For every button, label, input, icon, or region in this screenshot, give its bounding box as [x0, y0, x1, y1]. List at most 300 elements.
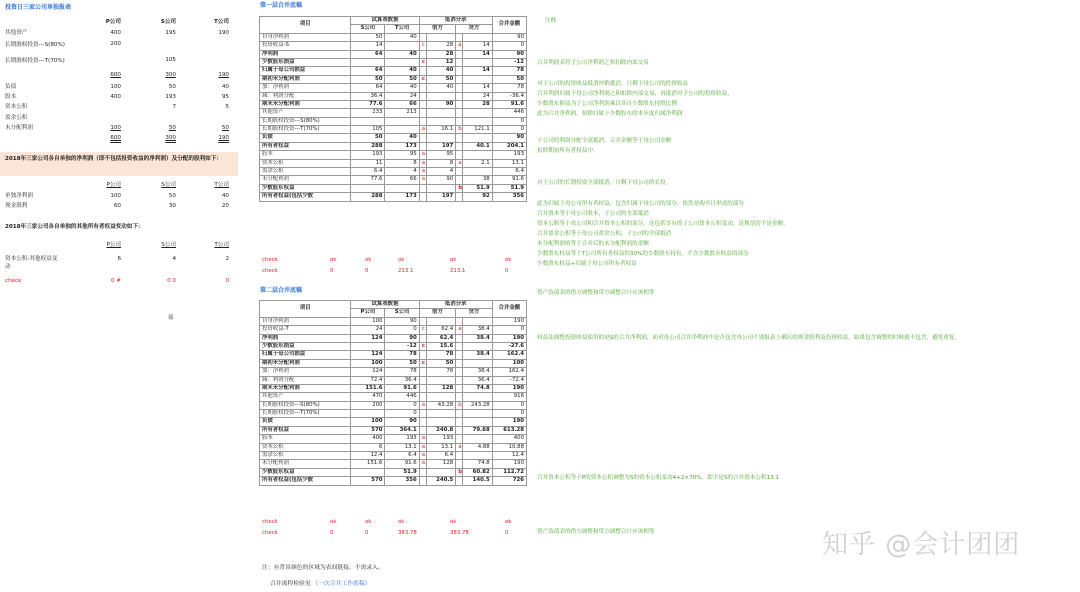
- total-value: 356: [492, 193, 526, 201]
- row-label: 净利润: [260, 50, 351, 58]
- note-text: 少数股东权益等于T公司所有者权益的30%的少数股东持有，不含少数股东权益的部分: [537, 251, 749, 257]
- footer-link-prefix: 合并流程检验见: [270, 581, 311, 587]
- cell-value: 64: [351, 84, 385, 92]
- stray-char: 瑶: [168, 315, 174, 321]
- row-label: 投资收益-T: [260, 326, 351, 334]
- cr-mark: b: [456, 401, 463, 409]
- s2-v: 20: [221, 203, 229, 209]
- dr-mark: [419, 334, 426, 342]
- row-label: 归属于母公司损益: [260, 351, 351, 359]
- cell-value: 446: [385, 393, 419, 401]
- row-label: 加：净利润: [260, 368, 351, 376]
- total-value: 6.4: [492, 168, 526, 176]
- cr-value: 38.4: [463, 334, 493, 342]
- check-label: check: [262, 268, 278, 274]
- total-value: 0: [492, 401, 526, 409]
- cr-mark: a: [456, 326, 463, 334]
- dr-mark: [419, 84, 426, 92]
- cr-mark: [456, 67, 463, 75]
- cell-value: 100: [351, 317, 385, 325]
- dr-mark: a: [419, 168, 426, 176]
- cr-mark: b: [456, 184, 463, 192]
- row-label: 其他资产: [260, 109, 351, 117]
- cell-value: [351, 117, 385, 125]
- row-label: 自身净利润: [260, 33, 351, 41]
- row-label: 资本公积: [260, 443, 351, 451]
- table-row: [260, 117, 527, 125]
- table-row: [260, 468, 527, 476]
- check-value: ok: [330, 257, 337, 263]
- cr-mark: [456, 168, 463, 176]
- cell-value: 66: [385, 100, 419, 108]
- note-text: 合并资本公积等于P的资本公积调整为S的资本公积变动4+2×70%，即不是S的合并资本公积13.1: [537, 475, 780, 481]
- check-value: 0: [365, 268, 369, 274]
- left-row-value: 50: [168, 84, 176, 90]
- cr-value: [463, 418, 493, 426]
- table-row: [260, 159, 527, 167]
- check-label: check: [262, 519, 278, 525]
- cr-value: 24: [463, 92, 493, 100]
- total-value: 190: [492, 460, 526, 468]
- check-value: 0: [330, 268, 334, 274]
- check-v: 0 #: [110, 278, 121, 284]
- cell-value: 77.6: [351, 100, 385, 108]
- s3-col-s: S公司: [161, 242, 176, 248]
- cr-value: 40.1: [463, 142, 493, 150]
- cell-value: 90: [385, 317, 419, 325]
- table-row: [260, 368, 527, 376]
- row-label: 加：净利润: [260, 84, 351, 92]
- cr-value: [463, 109, 493, 117]
- dr-mark: [419, 142, 426, 150]
- dr-value: 28: [426, 50, 456, 58]
- table-row: [260, 435, 527, 443]
- cr-value: 74.8: [463, 384, 493, 392]
- dr-value: 62.4: [426, 326, 456, 334]
- table-row: [260, 418, 527, 426]
- cell-value: 6.4: [385, 452, 419, 460]
- dr-value: 197: [426, 193, 456, 201]
- cell-value: 193: [351, 151, 385, 159]
- left-row-value: 193: [165, 94, 176, 100]
- t2-title: 第二层合并底稿: [260, 287, 303, 294]
- dr-mark: [419, 92, 426, 100]
- cell-value: [385, 42, 419, 50]
- left-row-value: 50: [168, 125, 176, 131]
- s3-v: 2: [225, 256, 229, 262]
- dr-mark: [419, 426, 426, 434]
- dr-value: 90: [426, 100, 456, 108]
- check-value: ok: [398, 257, 405, 263]
- sub-col: 贷方: [456, 25, 493, 33]
- table-row: [260, 84, 527, 92]
- left-row-value: 600: [110, 72, 121, 78]
- row-label: 未分配利润: [260, 176, 351, 184]
- cell-value: 470: [351, 393, 385, 401]
- total-value: 12.4: [492, 452, 526, 460]
- table-row: [260, 193, 527, 201]
- check-value: ok: [505, 519, 512, 525]
- dr-value: [426, 134, 456, 142]
- dr-mark: [419, 317, 426, 325]
- left-row-value: 100: [110, 84, 121, 90]
- total-value: 190: [492, 418, 526, 426]
- cell-value: 36.4: [351, 92, 385, 100]
- row-label: 少数股东权益: [260, 184, 351, 192]
- row-label: 归属于母公司损益: [260, 67, 351, 75]
- table-row: [260, 326, 527, 334]
- sub-col: P公司: [351, 309, 385, 317]
- left-row: [5, 126, 235, 135]
- check-value: 213.1: [450, 268, 466, 274]
- cr-mark: [456, 359, 463, 367]
- s3-label: 资本公积-其他权益变动: [5, 256, 58, 270]
- s3-row: [5, 255, 235, 273]
- s2-col-t: T公司: [214, 182, 229, 188]
- table-row: [260, 126, 527, 134]
- row-label: 投资收益-S: [260, 42, 351, 50]
- dr-mark: [419, 117, 426, 125]
- dr-mark: [419, 351, 426, 359]
- cr-value: [463, 58, 493, 66]
- s2-label: 单独净利润: [5, 193, 33, 199]
- cell-value: 14: [351, 42, 385, 50]
- total-value: 190: [492, 317, 526, 325]
- cr-value: 79.68: [463, 426, 493, 434]
- dr-mark: a: [419, 176, 426, 184]
- dr-value: 193: [426, 435, 456, 443]
- row-label: 负债: [260, 134, 351, 142]
- cell-value: 8: [385, 159, 419, 167]
- left-header-row: [5, 20, 235, 29]
- table-row: [260, 401, 527, 409]
- note-text: 少数股东权益+归属于母公司所有者权益: [537, 261, 637, 267]
- dr-mark: a: [419, 126, 426, 134]
- check-value: 0: [365, 530, 369, 536]
- left-row-value: 7: [172, 104, 176, 110]
- cell-value: 24: [385, 92, 419, 100]
- dr-value: 95: [426, 151, 456, 159]
- col-total: 合并金额: [492, 301, 526, 318]
- sub-col: 借方: [419, 309, 456, 317]
- dr-value: 50: [426, 359, 456, 367]
- left-row: [5, 136, 235, 145]
- table-row: [260, 134, 527, 142]
- total-value: 190: [492, 334, 526, 342]
- dr-value: 128: [426, 460, 456, 468]
- left-check-row: [5, 279, 235, 288]
- cell-value: 364.1: [385, 426, 419, 434]
- cell-value: 124: [351, 334, 385, 342]
- dr-mark: c: [419, 75, 426, 83]
- cell-value: 570: [351, 426, 385, 434]
- cell-value: 90: [385, 418, 419, 426]
- check-value: ok: [450, 519, 457, 525]
- total-value: 13.1: [492, 159, 526, 167]
- cell-value: 356: [385, 477, 419, 485]
- cell-value: 124: [351, 368, 385, 376]
- note-text: 合并盈余公积等于母公司盈余公积，子公司的全部抵消: [537, 231, 672, 237]
- cr-mark: [456, 342, 463, 350]
- dr-value: [426, 468, 456, 476]
- cell-value: [351, 468, 385, 476]
- cell-value: 40: [385, 134, 419, 142]
- left-row-value: 600: [110, 135, 121, 141]
- sub-col: 借方: [419, 25, 456, 33]
- dr-mark: [419, 33, 426, 41]
- left-row-value: 200: [110, 41, 121, 47]
- total-value: 78: [492, 67, 526, 75]
- left-row-value: 300: [165, 135, 176, 141]
- s2-v: 40: [221, 193, 229, 199]
- cr-value: [463, 393, 493, 401]
- check-value: ok: [365, 519, 372, 525]
- row-label: 减：利润分配: [260, 92, 351, 100]
- cr-value: [463, 452, 493, 460]
- s2-v: 60: [113, 203, 121, 209]
- cr-value: [463, 435, 493, 443]
- dr-value: [426, 418, 456, 426]
- cr-value: 2.1: [463, 159, 493, 167]
- cr-mark: [456, 58, 463, 66]
- table-row: [260, 42, 527, 50]
- t1-title: 第一层合并底稿: [260, 2, 303, 9]
- left-row: [5, 85, 235, 94]
- check-value: 383.78: [398, 530, 417, 536]
- check-value: ok: [365, 257, 372, 263]
- dr-value: [426, 376, 456, 384]
- dr-mark: [419, 50, 426, 58]
- row-label: 长期股权投资---S(80%): [260, 401, 351, 409]
- note-text: 对于公司的投资收益抵消冲销抵消，只剩下母公司的投资收益: [537, 81, 689, 87]
- table-row: [260, 477, 527, 485]
- cell-value: 0: [385, 326, 419, 334]
- row-label: 所有者权益(包括少数: [260, 193, 351, 201]
- cr-mark: [456, 75, 463, 83]
- total-value: 400: [492, 435, 526, 443]
- left-row-value: 300: [165, 72, 176, 78]
- col-trial: 试算表数据: [351, 301, 419, 309]
- cell-value: 91.6: [385, 384, 419, 392]
- dr-mark: a: [419, 452, 426, 460]
- s2-col-p: P公司: [106, 182, 121, 188]
- total-value: 162.4: [492, 368, 526, 376]
- section3-title: 2018年三家公司各自单独的其他所有者权益变动如下：: [5, 224, 144, 230]
- dr-mark: c: [419, 359, 426, 367]
- cell-value: 233: [351, 109, 385, 117]
- table-row: [260, 452, 527, 460]
- cell-value: [351, 184, 385, 192]
- table-row: [260, 410, 527, 418]
- cell-value: 13.1: [385, 443, 419, 451]
- cr-mark: a: [456, 159, 463, 167]
- cell-value: 288: [351, 142, 385, 150]
- cr-mark: b: [456, 126, 463, 134]
- table-row: [260, 359, 527, 367]
- dr-mark: [419, 410, 426, 418]
- cr-mark: [456, 334, 463, 342]
- col-adjust: 抵消分录: [419, 301, 492, 309]
- cr-mark: a: [456, 443, 463, 451]
- cell-value: 50: [351, 33, 385, 41]
- cr-value: 51.9: [463, 184, 493, 192]
- total-value: 90: [492, 33, 526, 41]
- total-value: 0: [492, 410, 526, 418]
- s3-v: 4: [172, 256, 176, 262]
- dr-value: 6.4: [426, 452, 456, 460]
- dr-value: 50: [426, 75, 456, 83]
- note-text: 少数股东损益为子公司净利润乘以各自少数股东持股比例: [537, 101, 677, 107]
- dr-value: 15.6: [426, 342, 456, 350]
- cr-mark: [456, 151, 463, 159]
- row-label: 长期股权投资---T(70%): [260, 126, 351, 134]
- left-row: [5, 42, 235, 51]
- cr-value: [463, 342, 493, 350]
- left-row-label: 资本公积: [5, 104, 28, 110]
- check-value: ok: [398, 519, 405, 525]
- dr-mark: [419, 376, 426, 384]
- cr-value: 14: [463, 67, 493, 75]
- total-value: 916: [492, 393, 526, 401]
- cell-value: 6: [351, 443, 385, 451]
- row-label: 自身净利润: [260, 317, 351, 325]
- cr-value: [463, 33, 493, 41]
- cell-value: 124: [351, 351, 385, 359]
- cell-value: 24: [351, 326, 385, 334]
- total-value: -12: [492, 58, 526, 66]
- dr-value: 4: [426, 168, 456, 176]
- note-text: 权益法调整投资收益使用的是S的合并净利润，而对母公司合并净利润中是否包含母公司个别报表上确认的现金股利及投资收益，如果包含调整的时候就不包含，避免重复。: [537, 335, 961, 341]
- table-row: [260, 376, 527, 384]
- left-row-value: 5: [225, 104, 229, 110]
- check-v: 0: [225, 278, 229, 284]
- note-text: 合并利润表将子公司净利润之和扣除内部交易: [537, 60, 649, 66]
- dr-value: 78: [426, 368, 456, 376]
- row-label: 资本公积: [260, 159, 351, 167]
- check-value: 0: [505, 530, 509, 536]
- sub-col: 贷方: [456, 309, 493, 317]
- table-row: [260, 317, 527, 325]
- dr-value: [426, 317, 456, 325]
- cr-mark: b: [456, 468, 463, 476]
- dr-value: [426, 393, 456, 401]
- total-value: 190: [492, 384, 526, 392]
- left-row-value: 190: [218, 30, 229, 36]
- dr-mark: [419, 393, 426, 401]
- cr-mark: [456, 393, 463, 401]
- row-label: 少数股东损益: [260, 342, 351, 350]
- check-value: 213.1: [398, 268, 414, 274]
- table-row: [260, 58, 527, 66]
- total-value: 91.6: [492, 100, 526, 108]
- table-row: [260, 334, 527, 342]
- cr-mark: [456, 368, 463, 376]
- cr-value: [463, 134, 493, 142]
- col-t: T公司: [213, 19, 229, 25]
- cr-mark: [456, 84, 463, 92]
- left-row-value: 400: [110, 30, 121, 36]
- cell-value: [385, 58, 419, 66]
- col-p: P公司: [105, 19, 121, 25]
- total-value: 91.6: [492, 176, 526, 184]
- cr-mark: [456, 117, 463, 125]
- cr-value: 38.4: [463, 326, 493, 334]
- dr-value: 28: [426, 42, 456, 50]
- dr-value: 90: [426, 176, 456, 184]
- total-value: 446: [492, 109, 526, 117]
- dr-value: [426, 184, 456, 192]
- s2-row-income: [5, 194, 235, 203]
- cell-value: 105: [351, 126, 385, 134]
- cell-value: 200: [351, 401, 385, 409]
- total-value: 613.28: [492, 426, 526, 434]
- left-row-value: 95: [221, 94, 229, 100]
- dr-value: [426, 109, 456, 117]
- cell-value: 40: [385, 84, 419, 92]
- s2-row-dividend: [5, 204, 235, 213]
- table-row: [260, 351, 527, 359]
- check-label: check: [262, 257, 278, 263]
- dr-mark: a: [419, 443, 426, 451]
- cell-value: 173: [385, 142, 419, 150]
- cr-mark: [456, 50, 463, 58]
- cr-mark: [456, 351, 463, 359]
- s2-v: 100: [110, 193, 121, 199]
- cell-value: 151.6: [351, 460, 385, 468]
- note-text: 资产负债表的借方调整和贷方调整合计应该相等: [537, 290, 655, 296]
- footer-link[interactable]: 《一次合并工作底稿》: [312, 581, 371, 587]
- dr-mark: a: [419, 159, 426, 167]
- cr-value: [463, 168, 493, 176]
- cell-value: 91.6: [385, 460, 419, 468]
- cr-value: 14: [463, 84, 493, 92]
- dr-value: 78: [426, 351, 456, 359]
- dr-value: 43.28: [426, 401, 456, 409]
- cell-value: 288: [351, 193, 385, 201]
- check-value: 0: [505, 268, 509, 274]
- row-label: 股本: [260, 151, 351, 159]
- row-label: 其他资产: [260, 393, 351, 401]
- left-row-value: 50: [221, 125, 229, 131]
- left-title: 投资日三家公司单独报表: [5, 4, 72, 11]
- cr-mark: [456, 452, 463, 460]
- cr-value: 92: [463, 193, 493, 201]
- cell-value: 36.4: [385, 376, 419, 384]
- table-row: [260, 342, 527, 350]
- note-text: 合并股本等于母公司股本，子公司的全部抵消: [537, 211, 649, 217]
- row-label: 期初未分配利润: [260, 359, 351, 367]
- sub-col: T公司: [385, 25, 419, 33]
- left-row-label: 长期股权投资---S(80%): [5, 42, 65, 48]
- row-label: 负债: [260, 418, 351, 426]
- cr-value: [463, 75, 493, 83]
- cell-value: 11: [351, 159, 385, 167]
- row-label: 未分配利润: [260, 460, 351, 468]
- note-text: 扣除期初所有者权益中，: [537, 148, 599, 154]
- cr-mark: [456, 100, 463, 108]
- dr-mark: c: [419, 326, 426, 334]
- cell-value: 4: [385, 168, 419, 176]
- cell-value: 78: [385, 351, 419, 359]
- row-label: 减：利润分配: [260, 376, 351, 384]
- cr-value: 38.4: [463, 368, 493, 376]
- table-row: [260, 151, 527, 159]
- t2-table: [259, 300, 527, 486]
- dr-mark: [419, 418, 426, 426]
- note-text: 资产负债表的借方调整和贷方调整合计应该相等: [537, 529, 655, 535]
- cell-value: 40: [385, 33, 419, 41]
- check-value: 383.78: [450, 530, 469, 536]
